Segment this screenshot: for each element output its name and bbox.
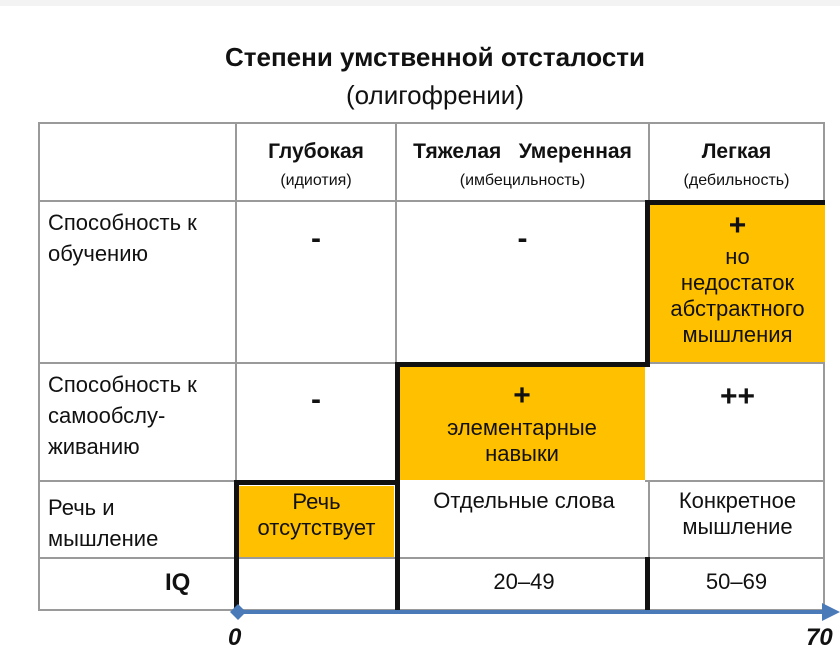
selfcare-deep-value: - — [311, 383, 321, 416]
iq-severe-moderate-value: 20–49 — [493, 569, 555, 594]
page-title: Степени умственной отсталости — [224, 42, 645, 72]
learning-mild-line: абстрактного — [670, 296, 805, 321]
header-deep-name: Глубокая — [268, 140, 364, 163]
row-label-line: самообслу- — [48, 403, 166, 428]
selfcare-severe-moderate-line: навыки — [485, 441, 559, 466]
row-label-line: Способность к — [48, 372, 197, 397]
axis-arrow-head — [822, 603, 840, 621]
speech-mild-line: мышление — [682, 514, 793, 539]
row-label-line: Способность к — [48, 210, 197, 235]
selfcare-severe-moderate-line: элементарные — [447, 415, 597, 440]
speech-deep-line: отсутствует — [257, 515, 376, 540]
speech-severe-moderate-value: Отдельные слова — [433, 488, 615, 513]
header-mild-sub: (дебильность) — [683, 172, 790, 189]
header-severe-moderate-sub: (имбецильность) — [459, 172, 586, 189]
axis-end-label: 70 — [806, 624, 833, 651]
header-severe-moderate-name: Тяжелая Умеренная — [413, 140, 632, 163]
learning-deep-value: - — [311, 222, 321, 255]
learning-mild-line: недостаток — [680, 270, 795, 295]
speech-mild-line: Конкретное — [678, 488, 797, 513]
row-label-iq: IQ — [165, 569, 191, 596]
learning-mild-line: мышления — [682, 322, 793, 347]
iq-mild-value: 50–69 — [705, 569, 768, 594]
selfcare-severe-moderate-sign: + — [513, 379, 531, 412]
header-mild-name: Легкая — [701, 140, 772, 163]
learning-mild-line: но — [725, 244, 750, 269]
page-subtitle: (олигофрении) — [346, 80, 524, 110]
row-label-line: мышление — [48, 526, 159, 551]
speech-deep-line: Речь — [292, 489, 341, 514]
learning-mild-sign: + — [728, 209, 747, 242]
axis-start-marker — [230, 604, 246, 620]
learning-severe-moderate-value: - — [517, 222, 528, 255]
row-label-line: Речь и — [48, 495, 115, 520]
header-deep-sub: (идиотия) — [280, 172, 352, 189]
row-label-line: живанию — [48, 434, 140, 459]
axis-start-label: 0 — [228, 624, 242, 651]
row-label-line: обучению — [48, 241, 148, 266]
selfcare-mild-value: ++ — [719, 380, 756, 413]
